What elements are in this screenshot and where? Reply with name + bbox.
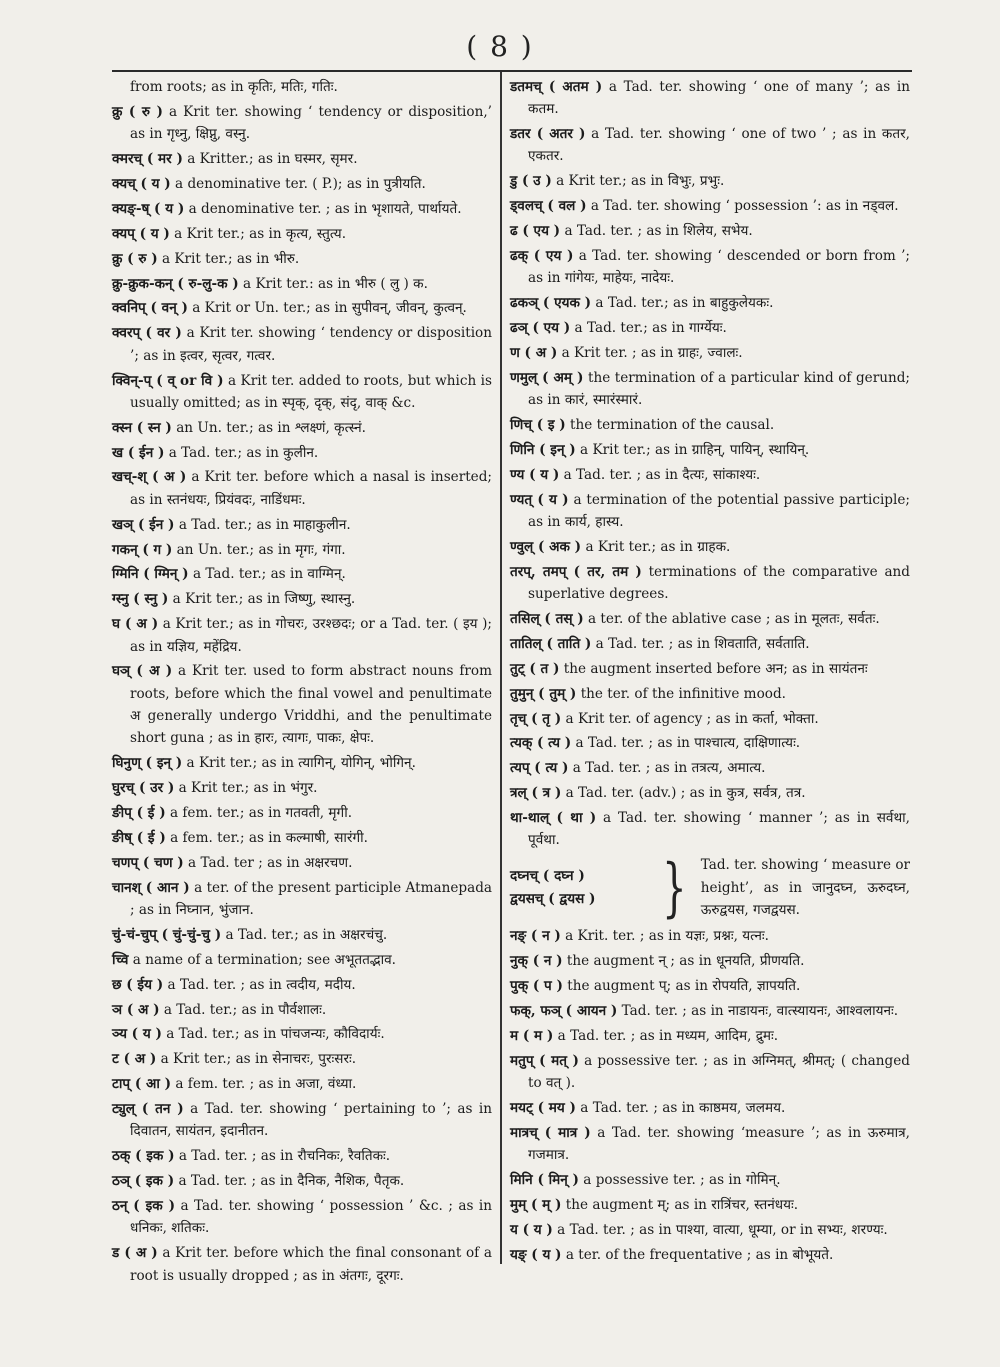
entry-definition: a Krit ter. before which a nasal is inserted; as in स्तनंधयः, प्रियंवदः, नाडिंधमः. — [130, 469, 492, 508]
entry-definition: a Tad. ter. showing ‘ possession ’: as in नड्वल. — [586, 198, 899, 215]
dictionary-entry — [112, 999, 492, 1021]
dictionary-entry — [112, 322, 492, 367]
entry-definition: a possessive ter. ; as in अग्निमत्, श्रीमत्; ( changed to वत् ). — [528, 1052, 910, 1091]
entry-headword: ट्युल् ( तन ) — [112, 1101, 184, 1118]
dictionary-entry — [510, 414, 910, 436]
entry-definition: a Tad. ter. showing ‘ one of two ’ ; as in कतर, एकतर. — [528, 126, 910, 165]
entry-headword: तातिल् ( ताति ) — [510, 635, 592, 652]
entry-headword: डतमच् ( अतम ) — [510, 79, 603, 95]
dictionary-entry — [510, 170, 910, 192]
dictionary-entry — [510, 1000, 910, 1022]
dictionary-entry — [510, 757, 910, 779]
dictionary-entry — [510, 1194, 910, 1216]
entry-headword: दघ्नच् ( दघ्न ) — [510, 868, 585, 885]
dictionary-entry — [510, 1122, 910, 1167]
entry-definition: a Kritter.; as in घस्मर, सृमर. — [182, 151, 358, 168]
entry-headword: ट ( अ ) — [112, 1051, 157, 1068]
dictionary-entry — [112, 827, 492, 849]
entry-headword: क्यच् ( य ) — [112, 175, 171, 192]
entry-headword: णमुल् ( अम् ) — [510, 369, 584, 386]
entry-headword: क्वरप् ( वर ) — [112, 325, 182, 342]
dictionary-entry — [112, 877, 492, 922]
dictionary-entry — [510, 292, 910, 314]
dictionary-entry — [112, 949, 492, 971]
dictionary-entry — [112, 273, 492, 295]
entry-headword: क्यप् ( य ) — [112, 225, 170, 242]
brace-symbol: } — [662, 850, 687, 925]
entry-definition: a Krit. ter. ; as in यज्ञः, प्रश्नः, यत्नः. — [560, 928, 769, 945]
entry-headword: ञ्य ( य ) — [112, 1026, 162, 1043]
entry-headword: मतुप् ( मत् ) — [510, 1052, 579, 1069]
entry-headword: त्यक् ( त्य ) — [510, 735, 572, 752]
entry-headword: क्रु-क्रुक-कन् ( रु-लु-क ) — [112, 275, 239, 292]
entry-headword: म ( म ) — [510, 1027, 554, 1044]
entry-headword: ठक् ( इक ) — [112, 1148, 175, 1165]
entry-headword: क्वनिप् ( वन् ) — [112, 300, 188, 317]
entry-headword: घञ् ( अ ) — [112, 663, 173, 680]
entry-definition: a denominative ter. ; as in भृशायते, पार्थायते. — [184, 200, 462, 217]
entry-headword: नुक् ( न ) — [510, 953, 563, 970]
entry-definition: a Tad. ter. showing ‘ manner ’; as in सर्वथा, पूर्वथा. — [528, 810, 911, 849]
entry-headwords — [510, 865, 652, 910]
entry-definition: an Un. ter.; as in मृगः, गंगा. — [172, 541, 346, 558]
dictionary-entry — [112, 588, 492, 610]
entry-definition: a Tad. ter.; as in माहाकुलीन. — [174, 516, 351, 533]
entry-definition: a Tad. ter. ; as in त्वदीय, मदीय. — [163, 976, 356, 993]
dictionary-entry — [112, 613, 492, 658]
entry-definition: a ter. of the ablative case ; as in मूलतः, सर्वतः. — [583, 611, 880, 628]
entry-headword: तरप्, तमप् ( तर, तम ) — [510, 563, 642, 580]
dictionary-entry — [510, 561, 910, 606]
entry-headword: नङ् ( न ) — [510, 928, 561, 945]
dictionary-entry — [112, 198, 492, 220]
entry-definition: a Tad. ter. showing ‘ one of many ’; as in कतम. — [528, 79, 910, 118]
entry-definition: a Krit ter.; as in कृत्य, स्तुत्य. — [169, 225, 347, 242]
dictionary-entry — [112, 802, 492, 824]
entry-headword: चणप् ( चण ) — [112, 854, 184, 871]
dictionary-entry — [510, 1050, 910, 1095]
entry-headword: ग्स्नु ( स्नु ) — [112, 591, 169, 608]
dictionary-entry — [510, 367, 910, 412]
dictionary-entry-group — [510, 850, 910, 925]
entry-definition: a Tad. ter. ; as in दैनिक, नैशिक, पैतृक. — [174, 1173, 405, 1190]
entry-definition: a Krit ter. of agency ; as in कर्ता, भोक्ता. — [561, 710, 819, 727]
entry-headword: क्स्न ( स्न ) — [112, 419, 172, 436]
dictionary-entry — [510, 782, 910, 804]
entry-definition: a Tad. ter.; as in गार्ग्येयः. — [570, 320, 727, 337]
entry-definition: a Tad. ter. ; as in रौचनिकः, रैवतिकः. — [174, 1148, 391, 1165]
entry-headword: च्वि — [112, 951, 129, 968]
entry-headword: गकन् ( ग ) — [112, 541, 173, 558]
dictionary-entry — [510, 245, 910, 290]
entry-headword: चुं-चं-चुप् ( चुं-चुं-चु ) — [112, 926, 222, 943]
entry-headword: चानश् ( आन ) — [112, 879, 190, 896]
dictionary-entry — [510, 76, 910, 121]
entry-definition: a Tad. ter.; as in कुलीन. — [164, 444, 319, 461]
page-number: ( 8 ) — [466, 30, 534, 63]
entry-definition: a name of a termination; see अभूततद्भाव. — [128, 951, 396, 968]
entry-headword: ण्वुल् ( अक ) — [510, 538, 582, 555]
entry-headword: तृच् ( तृ ) — [510, 710, 562, 727]
dictionary-entry — [112, 777, 492, 799]
entry-headword: मुम् ( म् ) — [510, 1196, 562, 1213]
entry-headword: फक्, फञ् ( आयन ) — [510, 1002, 618, 1019]
dictionary-entry — [510, 123, 910, 168]
dictionary-entry — [112, 76, 492, 98]
entry-headword: णिनि ( इन् ) — [510, 441, 576, 458]
dictionary-entry — [112, 1073, 492, 1095]
entry-definition: a Tad. ter. (adv.) ; as in कुत्र, सर्वत्र, तत्र. — [561, 785, 806, 802]
entry-definition: a ter. of the present participle Atmanepada ; as in निघ्नान, भुंजान. — [130, 879, 492, 918]
entry-definition: a ter. of the frequentative ; as in बोभूयते. — [561, 1246, 834, 1263]
entry-headword: छ ( ईय ) — [112, 976, 164, 993]
entry-definition: the ter. of the infinitive mood. — [576, 685, 786, 702]
dictionary-entry — [112, 1098, 492, 1143]
entry-definition: the augment न् ; as in धूनयति, प्रीणयति. — [562, 953, 805, 970]
entry-definition: a Krit ter.; as in ग्राहिन्, पायिन्, स्थायिन्. — [575, 441, 810, 458]
entry-headword: खञ् ( ईन ) — [112, 516, 175, 533]
right-column — [510, 76, 910, 1269]
entry-definition: a fem. ter. ; as in अजा, वंध्या. — [171, 1076, 357, 1093]
dictionary-entry — [112, 1048, 492, 1070]
dictionary-entry — [510, 220, 910, 242]
header-rule — [112, 70, 912, 72]
entry-definition: a Tad. ter. ; as in शिलेय, सभेय. — [560, 223, 753, 240]
dictionary-entry — [112, 248, 492, 270]
entry-definition: a Krit ter. added to roots, but which is usually omitted; as in स्पृक्, दृक्, संदृ, वाक् &c. — [130, 372, 492, 411]
dictionary-entry — [510, 683, 910, 705]
entry-definition: a Krit ter.; as in सेनाचरः, पुरःसरः. — [156, 1051, 357, 1068]
dictionary-entry — [112, 223, 492, 245]
entry-definition: a Krit ter.; as in गोचरः, उरश्छदः; or a Tad. ter. ( इय ); as in यज्ञिय, महेंद्रिय. — [130, 616, 492, 655]
entry-definition: the termination of the causal. — [565, 417, 775, 434]
entry-definition: the augment म्; as in रात्रिंचर, स्तनंधयः. — [561, 1196, 799, 1213]
entry-definition: the augment inserted before अन; as in सायंतनः — [559, 660, 868, 677]
dictionary-entry — [510, 732, 910, 754]
dictionary-entry — [510, 1097, 910, 1119]
dictionary-entry — [510, 1219, 910, 1241]
dictionary-entry — [112, 1242, 492, 1287]
entry-definition: a Tad. ter ; as in अक्षरचण. — [183, 854, 353, 871]
entry-headword: ढ ( एय ) — [510, 223, 561, 240]
entry-headword: क्रु ( रु ) — [112, 250, 158, 267]
entry-headword: य ( य ) — [510, 1221, 553, 1238]
entry-headword: घुरच् ( उर ) — [112, 780, 175, 797]
entry-definition: a Tad. ter.; as in वाग्मिन्. — [188, 566, 346, 583]
dictionary-entry — [112, 148, 492, 170]
entry-headword: ढक् ( एय ) — [510, 248, 574, 265]
entry-headword: ण्यत् ( य ) — [510, 491, 569, 508]
dictionary-entry — [510, 195, 910, 217]
entry-headword: क्यङ्-ष् ( य ) — [112, 200, 185, 217]
entry-definition: a fem. ter.; as in कल्माषी, सारंगी. — [165, 829, 368, 846]
entry-definition: a Krit ter.; as in भंगुर. — [174, 780, 318, 797]
dictionary-entry — [510, 489, 910, 534]
entry-headword: पुक् ( प ) — [510, 978, 563, 995]
entry-definition: a Krit ter.; as in भीरु. — [157, 250, 300, 267]
dictionary-entry — [112, 1145, 492, 1167]
dictionary-entry — [510, 439, 910, 461]
entry-definition: the termination of a particular kind of gerund; as in कारं, स्मारंस्मारं. — [528, 369, 910, 409]
entry-definition: a Tad. ter.; as in अक्षरचंचु. — [221, 926, 388, 943]
entry-definition: a Tad. ter. showing ‘ possession ’ &c. ; as in धनिकः, शतिकः. — [130, 1198, 492, 1237]
entry-headword: ख ( ईन ) — [112, 444, 165, 461]
entry-headword: क्विन्-प् ( व् or वि ) — [112, 372, 224, 389]
entry-headword: खच्-श् ( अ ) — [112, 469, 187, 486]
entry-definition: a Krit ter. before which the final consonant of a root is usually dropped ; as in अंतगः, दूरगः. — [130, 1245, 492, 1284]
column-divider — [500, 72, 502, 1264]
entry-definition: an Un. ter.; as in श्लक्ष्णं, कृत्स्नं. — [171, 419, 366, 436]
entry-definition: a Tad. ter.; as in पांचजन्यः, कौविदार्यः. — [161, 1026, 385, 1043]
entry-definition: terminations of the comparative and superlative degrees. — [528, 563, 911, 603]
dictionary-entry — [510, 317, 910, 339]
dictionary-entry — [510, 975, 910, 997]
entry-headword: मयट् ( मय ) — [510, 1099, 576, 1116]
entry-headword: यङ् ( य ) — [510, 1246, 562, 1263]
entry-definition: a Tad. ter. showing ‘ descended or born from ’; as in गांगेयः, माहेयः, नादेयः. — [528, 248, 911, 287]
entry-definition: Tad. ter. ; as in नाडायनः, वात्स्यायनः, आश्वलायनः. — [617, 1002, 899, 1019]
entry-headword: घ ( अ ) — [112, 616, 159, 633]
entry-definition: a Krit ter. showing ‘ tendency or disposition ’; as in इत्वर, सृत्वर, गत्वर. — [130, 325, 492, 364]
entry-definition: Tad. ter. showing ‘ measure or height’, as in जानुदघ्न, ऊरुदघ्न, ऊरुद्वयस, गजद्वयस. — [700, 857, 910, 918]
entry-definition: a Krit ter.: as in भीरु ( लु ) क. — [238, 275, 428, 292]
dictionary-entry — [112, 852, 492, 874]
dictionary-entry — [112, 660, 492, 749]
entry-headword: क्मरच् ( मर ) — [112, 151, 183, 168]
entry-definition: a fem. ter.; as in गतवती, मृगी. — [165, 804, 353, 821]
entry-definition: a Tad. ter. ; as in काष्ठमय, जलमय. — [575, 1099, 786, 1116]
entry-definition: a Tad. ter. ; as in शिवताति, सर्वताति. — [591, 635, 810, 652]
entry-headword: डतर ( अतर ) — [510, 126, 586, 143]
entry-definition: a Krit ter. used to form abstract nouns from roots, before which the final vowel and penultimate अ generally undergo Vriddhi, and the penultimate short guna ; as in हारः, त्यागः, पाकः, क्षेपः. — [130, 663, 492, 747]
entry-headword: क्रु ( रु ) — [112, 103, 163, 120]
entry-headword: घिनुण् ( इन् ) — [112, 755, 183, 772]
dictionary-entry — [112, 974, 492, 996]
entry-definition: a termination of the potential passive participle; as in कार्य, हास्य. — [528, 491, 910, 531]
entry-definition: a denominative ter. ( P.); as in पुत्रीयति. — [170, 175, 426, 192]
dictionary-entry — [112, 417, 492, 439]
entry-definition: a Tad. ter. showing ‘ pertaining to ’; as in दिवातन, सायंतन, इदानीतन. — [130, 1101, 492, 1140]
entry-definition: a Krit ter. ; as in ग्राहः, ज्वालः. — [557, 345, 743, 362]
entry-headword: ण्य ( य ) — [510, 466, 560, 483]
dictionary-entry — [510, 658, 910, 680]
entry-definition: a Tad. ter.; as in बाहुकुलेयकः. — [591, 295, 774, 312]
dictionary-entry — [112, 1195, 492, 1240]
entry-headword: त्रल् ( त्र ) — [510, 785, 562, 802]
entry-definition: from roots; as in कृतिः, मतिः, गतिः. — [130, 79, 338, 95]
entry-headword: तसिल् ( तस् ) — [510, 611, 584, 628]
dictionary-entry — [112, 442, 492, 464]
entry-definition: a Krit ter. showing ‘ tendency or disposition,’ as in गृध्नु, क्षिप्नु, वस्नु. — [130, 103, 492, 143]
entry-definition: a Tad. ter. ; as in दैत्यः, सांकाश्यः. — [559, 466, 761, 483]
dictionary-entry — [112, 1170, 492, 1192]
entry-headword: ङीप् ( ई ) — [112, 804, 166, 821]
entry-definition: a Tad. ter. ; as in पाश्या, वात्या, धूम्या, or in सभ्यः, शरण्यः. — [552, 1221, 888, 1238]
entry-headword: तुट् ( त ) — [510, 660, 560, 677]
dictionary-entry — [510, 807, 910, 852]
dictionary-entry — [112, 466, 492, 511]
dictionary-entry — [510, 342, 910, 364]
entry-definition: a Tad. ter. showing ‘measure ’; as in ऊरुमात्र, गजमात्र. — [528, 1124, 910, 1164]
entry-headword: था-थाल् ( था ) — [510, 810, 597, 827]
dictionary-entry — [112, 752, 492, 774]
entry-headword: द्वयसच् ( द्वयस ) — [510, 890, 596, 907]
entry-headword: ड ( अ ) — [112, 1245, 158, 1262]
dictionary-entry — [510, 608, 910, 630]
entry-definition: a Tad. ter.; as in पौर्वशालः. — [159, 1001, 327, 1018]
entry-definition: a Krit ter.; as in त्यागिन्, योगिन्, भोगिन्. — [182, 755, 416, 772]
dictionary-entry — [112, 101, 492, 146]
dictionary-entry — [510, 708, 910, 730]
entry-headword: तुमुन् ( तुम् ) — [510, 685, 577, 702]
entry-definition: the augment प्; as in रोपयति, ज्ञापयति. — [562, 978, 801, 995]
entry-definition: a Tad. ter. ; as in मध्यम, आदिम, द्रुमः. — [553, 1027, 779, 1044]
dictionary-entry — [510, 633, 910, 655]
dictionary-entry — [510, 464, 910, 486]
entry-headword: ड्वलच् ( वल ) — [510, 198, 587, 215]
entry-headword: त्यप् ( त्य ) — [510, 760, 569, 777]
dictionary-entry — [112, 1023, 492, 1045]
dictionary-entry — [112, 370, 492, 415]
entry-definition: a Tad. ter. ; as in पाश्चात्य, दाक्षिणात्यः. — [571, 735, 801, 752]
dictionary-entry — [112, 563, 492, 585]
dictionary-entry — [112, 924, 492, 946]
dictionary-entry — [112, 173, 492, 195]
entry-headword: ढकञ् ( एयक ) — [510, 295, 592, 312]
entry-headword: मात्रच् ( मात्र ) — [510, 1124, 591, 1141]
entry-headword: मिनि ( मिन् ) — [510, 1171, 579, 1188]
dictionary-entry — [510, 1244, 910, 1266]
entry-definition: a Krit or Un. ter.; as in सुपीवन्, जीवन्, कुत्वन्. — [187, 300, 467, 317]
left-column — [112, 76, 492, 1289]
entry-definition: a Krit ter.; as in ग्राहक. — [581, 538, 731, 555]
dictionary-entry — [112, 297, 492, 319]
entry-headword: ण ( अ ) — [510, 345, 558, 362]
dictionary-entry — [112, 539, 492, 561]
dictionary-entry — [510, 925, 910, 947]
entry-headword: ग्मिनि ( ग्मिन् ) — [112, 566, 189, 583]
dictionary-entry — [510, 536, 910, 558]
entry-headword: ङीष् ( ई ) — [112, 829, 166, 846]
dictionary-entry — [510, 950, 910, 972]
entry-headword: ठन् ( इक ) — [112, 1198, 176, 1215]
entry-headword: टाप् ( आ ) — [112, 1076, 172, 1093]
entry-headword: ठञ् ( इक ) — [112, 1173, 175, 1190]
dictionary-entry — [510, 1169, 910, 1191]
entry-headword: ञ ( अ ) — [112, 1001, 160, 1018]
dictionary-entry — [510, 1025, 910, 1047]
entry-definition: a Krit ter.; as in जिष्णु, स्थास्नु. — [168, 591, 356, 608]
entry-definition: a possessive ter. ; as in गोमिन्. — [578, 1171, 781, 1188]
entry-headword: णिच् ( इ ) — [510, 417, 566, 434]
dictionary-entry — [112, 514, 492, 536]
entry-definition: a Krit ter.; as in विभुः, प्रभुः. — [551, 173, 725, 190]
entry-headword: डु ( उ ) — [510, 173, 552, 190]
entry-headword: ढञ् ( एय ) — [510, 320, 571, 337]
entry-definition: a Tad. ter. ; as in तत्रत्य, अमात्य. — [568, 760, 766, 777]
